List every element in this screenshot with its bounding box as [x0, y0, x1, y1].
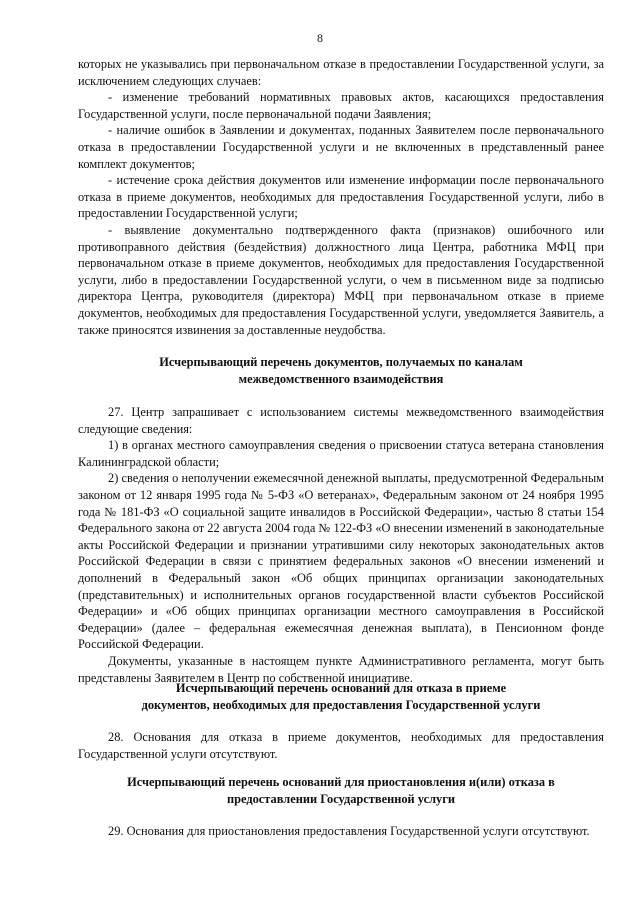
list-item: - наличие ошибок в Заявлении и документах, поданных Заявителем после первоначального отказа в предоставлении Государственной услуги и не включенных в представленный ранее комплект документов;: [78, 123, 604, 171]
section-heading-interagency: [78, 354, 604, 387]
paragraph: 28. Основания для отказа в приеме документов, необходимых для предоставления Государственной услуги отсутствуют.: [78, 730, 604, 761]
section-heading-suspension: [78, 774, 604, 807]
heading-line: Исчерпывающий перечень документов, получаемых по каналам: [159, 355, 523, 369]
section-heading-refusal-reception: [78, 680, 604, 713]
list-item: - истечение срока действия документов или изменение информации после первоначального отказа в приеме документов, необходимых для предоставления Государственной услуги, либо в предоставлении Государственной услуги;: [78, 173, 604, 221]
heading-line: документов, необходимых для предоставления Государственной услуги: [141, 697, 541, 712]
heading-line: межведомственного взаимодействия: [238, 371, 444, 386]
text-block-resubmission-cases: [78, 56, 604, 338]
text-block-refusal-reception: [78, 729, 604, 762]
page-number: 8: [317, 31, 323, 45]
heading-line: предоставлении Государственной услуги: [226, 791, 456, 806]
list-item: 1) в органах местного самоуправления сведения о присвоении статуса ветерана становления Калининградской области;: [78, 438, 604, 469]
heading-line: Исчерпывающий перечень оснований для приостановления и(или) отказа в: [127, 775, 555, 789]
text-block-suspension: [78, 823, 604, 840]
list-item: 2) сведения о неполучении ежемесячной денежной выплаты, предусмотренной Федеральным законом от 12 января 1995 года № 5-ФЗ «О ветеранах», Федеральным законом от 24 ноября 1995 года № 181-ФЗ «О социальной защите инвалидов в Российской Федерации», частью 8 статьи 154 Федерального закона от 22 августа 2004 года № 122-ФЗ «О внесении изменений в законодательные акты Российской Федерации и признании утратившими силу некоторых законодательных актов Российской Федерации в связи с принятием федеральных законов «О внесении изменений и дополнений в Федеральный закон «Об общих принципах организации законодательных (представительных) и исполнительных органов государственной власти субъектов Российской Федерации» и «Об общих принципах организации местного самоуправления в Российской Федерации» (далее – федеральная ежемесячная денежная выплата), в Пенсионном фонде Российской Федерации.: [78, 471, 604, 652]
paragraph: Документы, указанные в настоящем пункте Административного регламента, могут быть представлены Заявителем в Центр по собственной инициативе.: [78, 653, 604, 685]
heading-line: Исчерпывающий перечень оснований для отказа в приеме: [175, 681, 507, 695]
paragraph: 27. Центр запрашивает с использованием системы межведомственного взаимодействия следующие сведения:: [78, 405, 604, 436]
paragraph: которых не указывались при первоначальном отказе в предоставлении Государственной услуги, за исключением следующих случаев:: [78, 57, 604, 88]
list-item: - изменение требований нормативных правовых актов, касающихся предоставления Государственной услуги, после первоначальной подачи Заявления;: [78, 90, 604, 121]
list-item: - выявление документально подтвержденного факта (признаков) ошибочного или противоправного действия (бездействия) должностного лица Центра, работника МФЦ при первоначальном отказе в приеме документов, необходимых для предоставления Государственной услуги, либо в предоставлении Государственной услуги, о чем в письменном виде за подписью директора Центра, руководителя (директора) МФЦ при первоначальном отказе в приеме документов, необходимых для предоставления Государственной услуги, уведомляется Заявитель, а также приносятся извинения за доставленные неудобства.: [78, 222, 604, 337]
paragraph: 29. Основания для приостановления предоставления Государственной услуги отсутствуют.: [108, 824, 590, 838]
text-block-interagency: [78, 404, 604, 686]
